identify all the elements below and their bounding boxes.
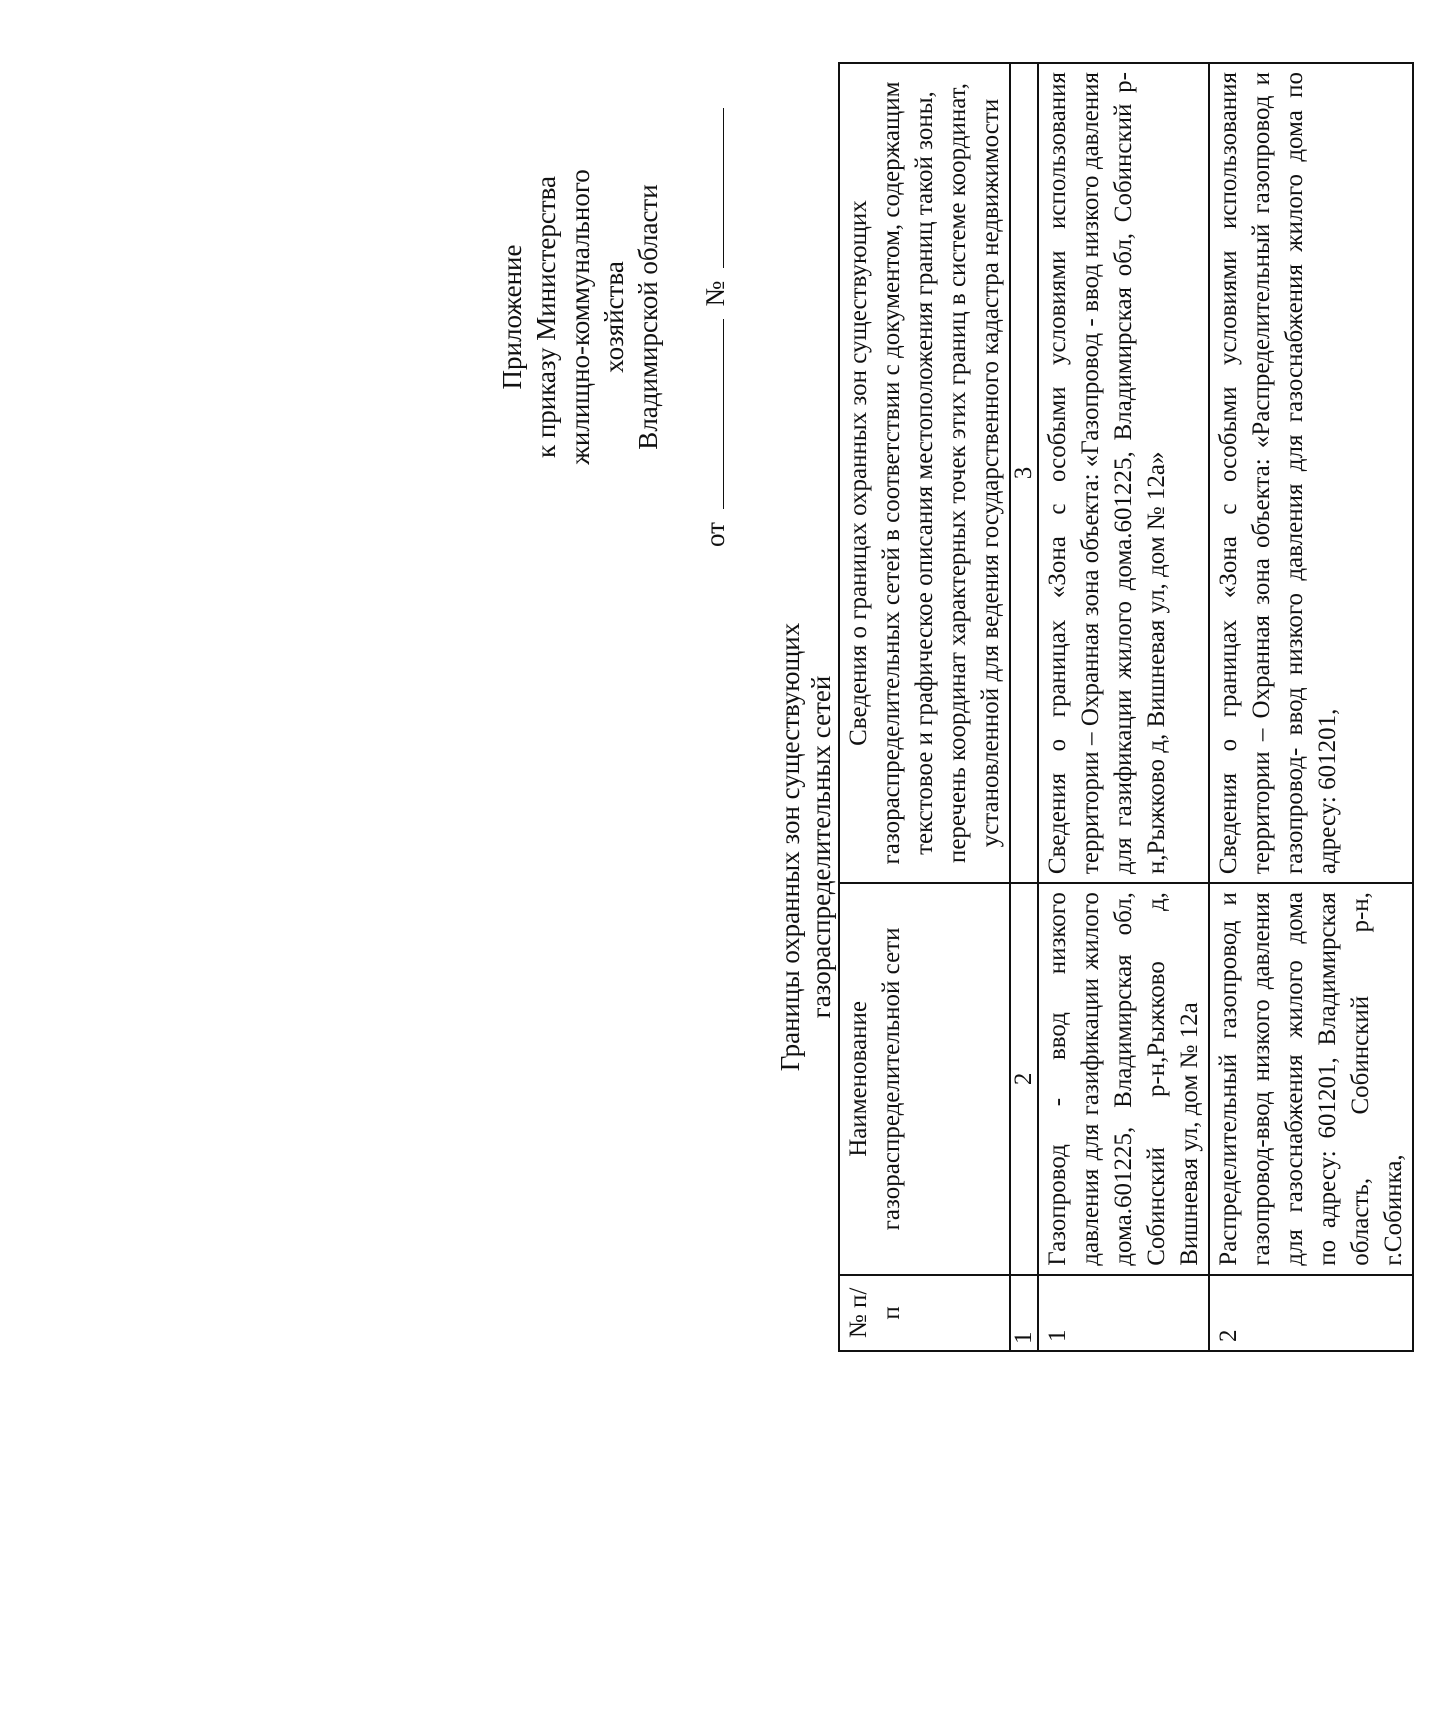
- protection-zones-table: [838, 62, 1414, 1352]
- column-number: 3: [1010, 63, 1038, 883]
- row-name: Газопровод - ввод низкого давления для газификации жилого дома.601225, Владимирская обл, Собинский р-н,Рыжково д, Вишневая ул, дом № 12а: [1038, 883, 1209, 1275]
- attachment-line: к приказу Министерства: [531, 175, 561, 459]
- table-row: [1038, 63, 1209, 1351]
- table-row: [1209, 63, 1413, 1351]
- date-prefix: от: [700, 522, 730, 547]
- row-info: Сведения о границах «Зона с особыми условиями использования территории – Охранная зона объекта: «Распределительный газопровод и газопровод- ввод низкого давления для газоснабжения жилого дома по адресу: 601201,: [1209, 63, 1413, 883]
- attachment-line: хозяйства: [599, 261, 629, 373]
- attachment-line: жилищно-коммунального: [565, 169, 595, 465]
- header-info: Сведения о границах охранных зон существующих газораспределительных сетей в соответствии с документом, содержащим текстовое и графическое описания местоположения границ такой зоны, перечень координат характерных точек этих границ в системе координат, установленной для ведения государственного кадастра недвижимости: [839, 63, 1010, 883]
- row-num: 1: [1038, 1275, 1209, 1351]
- number-blank: [701, 108, 724, 268]
- table-title: [775, 422, 837, 1272]
- attachment-header: [495, 147, 665, 487]
- header-name: Наименование газораспределительной сети: [839, 883, 1010, 1275]
- header-num: № п/п: [839, 1275, 1010, 1351]
- date-blank: [701, 319, 724, 509]
- table-title-line: газораспределительных сетей: [806, 675, 836, 1019]
- column-number-row: [1010, 63, 1038, 1351]
- column-number: 1: [1010, 1275, 1038, 1351]
- column-number: 2: [1010, 883, 1038, 1275]
- table-header-row: [839, 63, 1010, 1351]
- row-num: 2: [1209, 1275, 1413, 1351]
- attachment-line: Владимирской области: [633, 184, 663, 450]
- document-page: [370, 47, 1430, 1667]
- attachment-line: Приложение: [497, 244, 527, 390]
- row-info: Сведения о границах «Зона с особыми условиями использования территории – Охранная зона объекта: «Газопровод - ввод низкого давления для газификации жилого дома.601225, Владимирская обл, Собинский р-н,Рыжково д, Вишневая ул, дом № 12а»: [1038, 63, 1209, 883]
- row-name: Распределительный газопровод и газопровод-ввод низкого давления для газоснабжения жилого дома по адресу: 601201, Владимирская область, Собинский р-н, г.Собинка,: [1209, 883, 1413, 1275]
- table-title-line: Границы охранных зон существующих: [775, 622, 805, 1072]
- order-date-number-line: [700, 77, 731, 547]
- number-sign: №: [700, 280, 730, 307]
